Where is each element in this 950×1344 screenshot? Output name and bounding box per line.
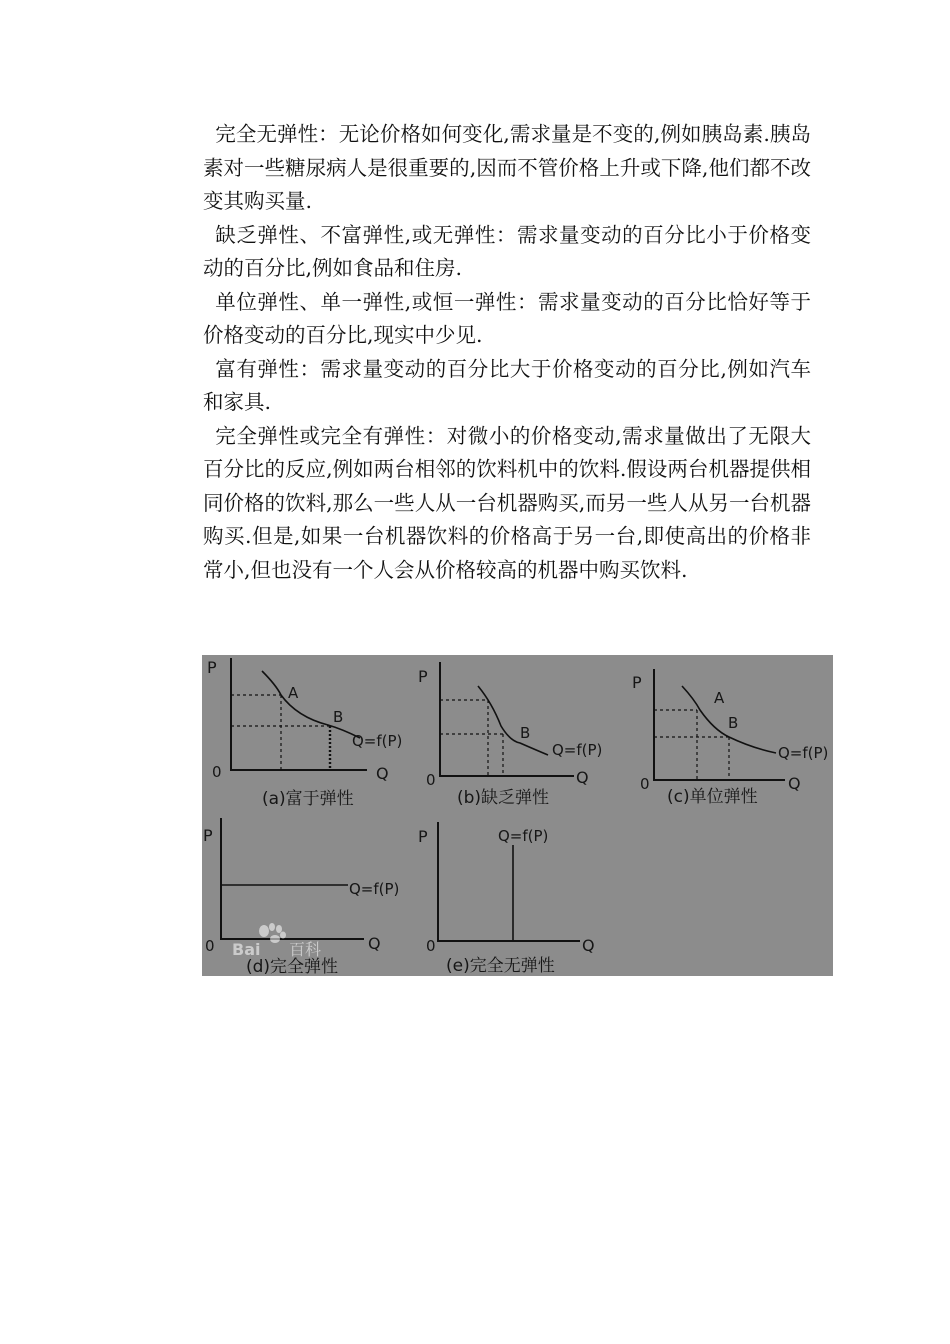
demand-curve-a — [262, 671, 360, 738]
paragraph-unit-elastic: 单位弹性、单一弹性,或恒一弹性：需求量变动的百分比恰好等于价格变动的百分比,现实中少见. — [203, 289, 811, 347]
paragraph-inelastic: 缺乏弹性、不富弹性,或无弹性：需求量变动的百分比小于价格变动的百分比,例如食品和住房. — [203, 222, 811, 280]
p-axis-label-c: P — [632, 673, 642, 692]
axes-a — [231, 658, 367, 770]
q-axis-label-a: Q — [376, 764, 389, 783]
p-axis-label-b: P — [418, 667, 428, 686]
point-a-label-c: A — [714, 689, 725, 707]
p-axis-label-e: P — [418, 827, 428, 846]
origin-label-c: 0 — [640, 775, 650, 793]
point-b-label-c: B — [728, 714, 739, 732]
q-axis-label-b: Q — [576, 768, 589, 787]
p-axis-label-a: P — [207, 658, 217, 677]
caption-d: (d)完全弹性 — [246, 957, 339, 976]
point-b-label-a: B — [333, 708, 344, 726]
caption-e: (e)完全无弹性 — [446, 956, 555, 976]
article-text — [203, 118, 811, 587]
paragraph-perfectly-elastic: 完全弹性或完全有弹性：对微小的价格变动,需求量做出了无限大百分比的反应,例如两台相邻的饮料机中的饮料.假设两台机器提供相同价格的饮料,那么一些人从一台机器购买,而另一些人从另一台机器购买.但是,如果一台机器饮料的价格高于另一台,即使高出的价格非常小,但也没有一个人会从价格较高的机器中购买饮料. — [203, 423, 811, 582]
elasticity-diagrams — [202, 655, 833, 976]
curve-label-d: Q=f(P) — [349, 880, 400, 898]
panel-c — [632, 669, 828, 807]
q-axis-label-c: Q — [788, 774, 801, 793]
watermark-cjk: 百科 — [289, 940, 322, 959]
baidu-baike-watermark — [232, 923, 321, 959]
curve-label-a: Q=f(P) — [352, 732, 403, 750]
curve-label-e: Q=f(P) — [498, 827, 549, 845]
paragraph-elastic: 富有弹性：需求量变动的百分比大于价格变动的百分比,例如汽车和家具. — [203, 356, 811, 414]
panel-e — [418, 822, 595, 976]
watermark-latin: Bai — [232, 940, 261, 959]
axes-c — [654, 669, 785, 780]
curve-label-c: Q=f(P) — [778, 744, 829, 762]
q-axis-label-d: Q — [368, 934, 381, 953]
origin-label-b: 0 — [426, 771, 436, 789]
caption-a: (a)富于弹性 — [262, 789, 354, 809]
panel-a — [207, 658, 402, 809]
panel-b — [418, 662, 602, 808]
axes-d — [221, 818, 364, 939]
point-b-label-b: B — [520, 724, 531, 742]
paragraph-perfectly-inelastic: 完全无弹性：无论价格如何变化,需求量是不变的,例如胰岛素.胰岛素对一些糖尿病人是很重要的,因而不管价格上升或下降,他们都不改变其购买量. — [203, 122, 811, 213]
curve-label-b: Q=f(P) — [552, 741, 603, 759]
point-a-label-a: A — [288, 684, 299, 702]
origin-label-d: 0 — [205, 937, 215, 955]
caption-c: (c)单位弹性 — [667, 787, 758, 807]
caption-b: (b)缺乏弹性 — [457, 788, 550, 808]
origin-label-a: 0 — [212, 763, 222, 781]
p-axis-label-d: P — [203, 826, 213, 845]
q-axis-label-e: Q — [582, 936, 595, 955]
origin-label-e: 0 — [426, 937, 436, 955]
elasticity-figure — [202, 655, 833, 976]
